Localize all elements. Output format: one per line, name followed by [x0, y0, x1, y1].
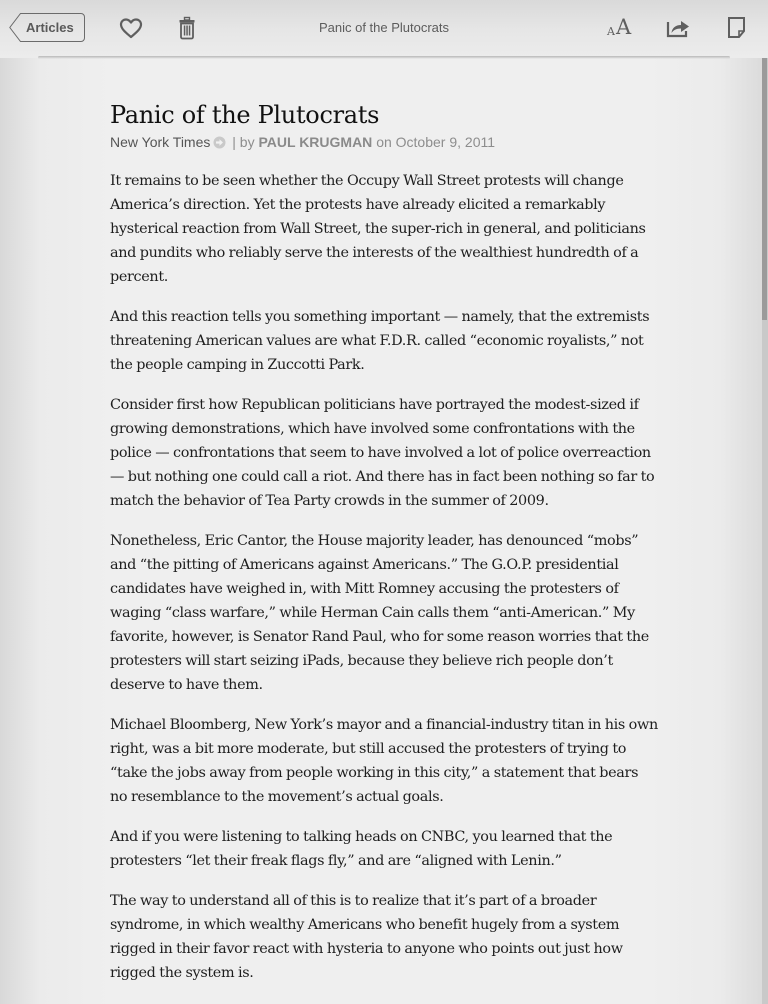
font-size-large-a: A — [616, 15, 632, 39]
toolbar — [0, 0, 768, 58]
article-meta — [110, 133, 658, 155]
article-title: Panic of the Plutocrats — [110, 101, 380, 129]
meta-by: by — [239, 134, 255, 150]
article-body — [110, 169, 658, 985]
source-link-arrow-icon[interactable] — [213, 135, 226, 153]
article-paragraph: Michael Bloomberg, New York’s mayor and a financial-industry titan in his own right, was a bit more moderate, but still accused the protesters of trying to “take the jobs away from people working in this city,” a statement that bears no resemblance to the movement’s actual goals. — [110, 717, 658, 805]
article-paragraph: Nonetheless, Eric Cantor, the House majority leader, has denounced “mobs” and “the pitting of Americans against Americans.” The G.O.P. presidential candidates have weighed in, with Mitt Romney accusing the protesters of waging “class warfare,” while Herman Cain calls them “anti-American.” My favorite, however, is Senator Rand Paul, who for some reason worries that the protesters will start seizing iPads, because they believe rich people don’t deserve to have them. — [110, 533, 649, 693]
toolbar-divider — [38, 56, 730, 59]
article-paragraph: It remains to be seen whether the Occupy Wall Street protests will change America’s direction. Yet the protests have already elicited a remarkably hysterical reaction from Wall Street, the super-rich in general, and politicians and pundits who reliably serve the interests of the wealthiest hundredth of a percent. — [110, 173, 646, 285]
article — [110, 98, 658, 1001]
article-author[interactable]: PAUL KRUGMAN — [258, 134, 373, 150]
back-button-label: Articles — [26, 20, 74, 35]
article-date: October 9, 2011 — [395, 134, 496, 150]
font-size-small-a: A — [607, 25, 615, 38]
font-size-icon[interactable] — [605, 14, 639, 42]
meta-separator: | — [232, 134, 236, 150]
toolbar-title: Panic of the Plutocrats — [318, 20, 450, 35]
article-paragraph: Consider first how Republican politicians have portrayed the modest-sized if growing demonstrations, which have involved some confrontations with the police — confrontations that seem to have involved a lot of police overreaction — but nothing one could call a riot. And there has in fact been nothing so far to match the behavior of Tea Party crowds in the summer of 2009. — [110, 397, 655, 509]
share-icon[interactable] — [665, 14, 693, 42]
meta-on: on — [376, 134, 392, 150]
article-paragraph: And if you were listening to talking heads on CNBC, you learned that the protesters “let their freak flags fly,” and are “aligned with Lenin.” — [110, 829, 613, 869]
article-paragraph: The way to understand all of this is to realize that it’s part of a broader syndrome, in which wealthy Americans who benefit hugely from a system rigged in their favor react with hysteria to anyone who points out just how rigged the system is. — [110, 893, 623, 981]
article-paragraph: And this reaction tells you something important — namely, that the extremists threatening American values are what F.D.R. called “economic royalists,” not the people camping in Zuccotti Park. — [110, 309, 650, 373]
article-source[interactable]: New York Times — [110, 134, 211, 150]
note-icon[interactable] — [724, 14, 752, 42]
scrollbar-thumb[interactable] — [762, 58, 767, 320]
